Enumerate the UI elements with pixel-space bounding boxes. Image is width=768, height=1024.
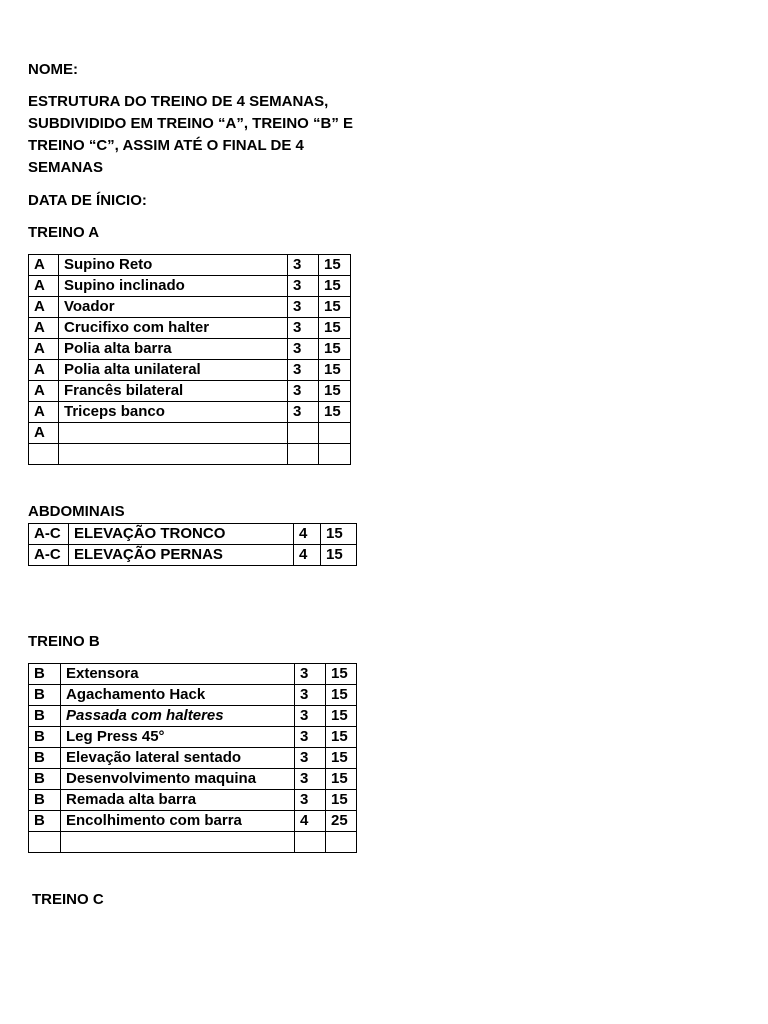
- cell-exercise: Triceps banco: [59, 402, 288, 423]
- cell-letter: A: [29, 318, 59, 339]
- cell-letter: [29, 832, 61, 853]
- cell-reps: [319, 444, 351, 465]
- cell-reps: 15: [319, 360, 351, 381]
- cell-sets: 4: [294, 524, 321, 545]
- cell-reps: 15: [321, 545, 357, 566]
- cell-exercise: Voador: [59, 297, 288, 318]
- treino-a-title: TREINO A: [28, 224, 100, 241]
- cell-letter: A: [29, 381, 59, 402]
- cell-letter: B: [29, 769, 61, 790]
- cell-exercise: Crucifixo com halter: [59, 318, 288, 339]
- cell-letter: B: [29, 748, 61, 769]
- cell-reps: 15: [326, 685, 357, 706]
- cell-reps: 15: [319, 297, 351, 318]
- cell-exercise: ELEVAÇÃO PERNAS: [69, 545, 294, 566]
- cell-sets: [295, 832, 326, 853]
- table-row: [29, 524, 357, 545]
- cell-sets: 3: [295, 769, 326, 790]
- cell-letter: B: [29, 706, 61, 727]
- nome-label: NOME:: [28, 61, 78, 78]
- cell-exercise: Supino inclinado: [59, 276, 288, 297]
- abdominais-title: ABDOMINAIS: [28, 503, 125, 520]
- table-row: [29, 276, 351, 297]
- cell-letter: A: [29, 255, 59, 276]
- table-row: [29, 685, 357, 706]
- cell-letter: A: [29, 297, 59, 318]
- cell-letter: B: [29, 811, 61, 832]
- cell-letter: A: [29, 276, 59, 297]
- cell-letter: A: [29, 339, 59, 360]
- cell-sets: [288, 423, 319, 444]
- cell-exercise: [59, 444, 288, 465]
- cell-exercise: ELEVAÇÃO TRONCO: [69, 524, 294, 545]
- cell-exercise: Elevação lateral sentado: [61, 748, 295, 769]
- table-row: [29, 811, 357, 832]
- cell-sets: 3: [295, 727, 326, 748]
- treino-b-table: [28, 663, 357, 853]
- table-row: [29, 706, 357, 727]
- cell-exercise: Polia alta unilateral: [59, 360, 288, 381]
- cell-sets: 3: [288, 318, 319, 339]
- cell-reps: 15: [326, 748, 357, 769]
- cell-reps: 15: [319, 402, 351, 423]
- table-row: [29, 769, 357, 790]
- cell-letter: A: [29, 402, 59, 423]
- table-row: [29, 339, 351, 360]
- cell-letter: [29, 444, 59, 465]
- cell-sets: 3: [288, 255, 319, 276]
- cell-reps: 15: [326, 664, 357, 685]
- treino-b-title: TREINO B: [28, 633, 100, 650]
- cell-exercise: Encolhimento com barra: [61, 811, 295, 832]
- table-row: [29, 727, 357, 748]
- program-description: ESTRUTURA DO TREINO DE 4 SEMANAS, SUBDIVIDIDO EM TREINO “A”, TREINO “B” E TREINO “C”, ASSIM ATÉ O FINAL DE 4 SEMANAS: [28, 93, 354, 176]
- cell-sets: 3: [288, 360, 319, 381]
- cell-sets: 3: [295, 685, 326, 706]
- cell-letter: A: [29, 360, 59, 381]
- cell-reps: 15: [326, 706, 357, 727]
- cell-exercise: Polia alta barra: [59, 339, 288, 360]
- cell-exercise: [61, 832, 295, 853]
- cell-exercise: Remada alta barra: [61, 790, 295, 811]
- table-row: [29, 360, 351, 381]
- abdominais-table: [28, 523, 357, 566]
- table-row: [29, 318, 351, 339]
- cell-letter: A-C: [29, 545, 69, 566]
- cell-letter: B: [29, 790, 61, 811]
- table-row: [29, 402, 351, 423]
- cell-reps: [326, 832, 357, 853]
- cell-sets: 3: [288, 339, 319, 360]
- cell-sets: 3: [295, 748, 326, 769]
- table-row: [29, 423, 351, 444]
- cell-sets: 3: [295, 706, 326, 727]
- cell-reps: 25: [326, 811, 357, 832]
- cell-sets: 3: [288, 297, 319, 318]
- cell-letter: A-C: [29, 524, 69, 545]
- table-row: [29, 790, 357, 811]
- cell-sets: 3: [288, 381, 319, 402]
- cell-reps: 15: [326, 727, 357, 748]
- cell-reps: 15: [326, 790, 357, 811]
- cell-letter: B: [29, 664, 61, 685]
- cell-sets: 3: [295, 664, 326, 685]
- table-row: [29, 664, 357, 685]
- cell-exercise: Francês bilateral: [59, 381, 288, 402]
- table-row: [29, 444, 351, 465]
- table-row: [29, 255, 351, 276]
- cell-letter: B: [29, 685, 61, 706]
- cell-exercise: Desenvolvimento maquina: [61, 769, 295, 790]
- table-row: [29, 545, 357, 566]
- cell-exercise: [59, 423, 288, 444]
- cell-exercise: Supino Reto: [59, 255, 288, 276]
- cell-reps: 15: [319, 318, 351, 339]
- cell-exercise: Leg Press 45°: [61, 727, 295, 748]
- cell-sets: 4: [295, 811, 326, 832]
- cell-reps: 15: [321, 524, 357, 545]
- cell-exercise: Agachamento Hack: [61, 685, 295, 706]
- data-inicio-label: DATA DE ÍNICIO:: [28, 192, 147, 209]
- cell-reps: 15: [319, 381, 351, 402]
- cell-sets: 4: [294, 545, 321, 566]
- cell-reps: 15: [319, 255, 351, 276]
- cell-reps: 15: [319, 276, 351, 297]
- table-row: [29, 832, 357, 853]
- table-row: [29, 748, 357, 769]
- cell-sets: 3: [288, 276, 319, 297]
- cell-letter: A: [29, 423, 59, 444]
- treino-c-title: TREINO C: [32, 891, 104, 908]
- cell-exercise: Extensora: [61, 664, 295, 685]
- table-row: [29, 381, 351, 402]
- cell-reps: [319, 423, 351, 444]
- cell-sets: 3: [288, 402, 319, 423]
- table-row: [29, 297, 351, 318]
- cell-reps: 15: [319, 339, 351, 360]
- cell-sets: 3: [295, 790, 326, 811]
- treino-a-table: [28, 254, 351, 465]
- cell-reps: 15: [326, 769, 357, 790]
- cell-sets: [288, 444, 319, 465]
- cell-letter: B: [29, 727, 61, 748]
- cell-exercise: Passada com halteres: [61, 706, 295, 727]
